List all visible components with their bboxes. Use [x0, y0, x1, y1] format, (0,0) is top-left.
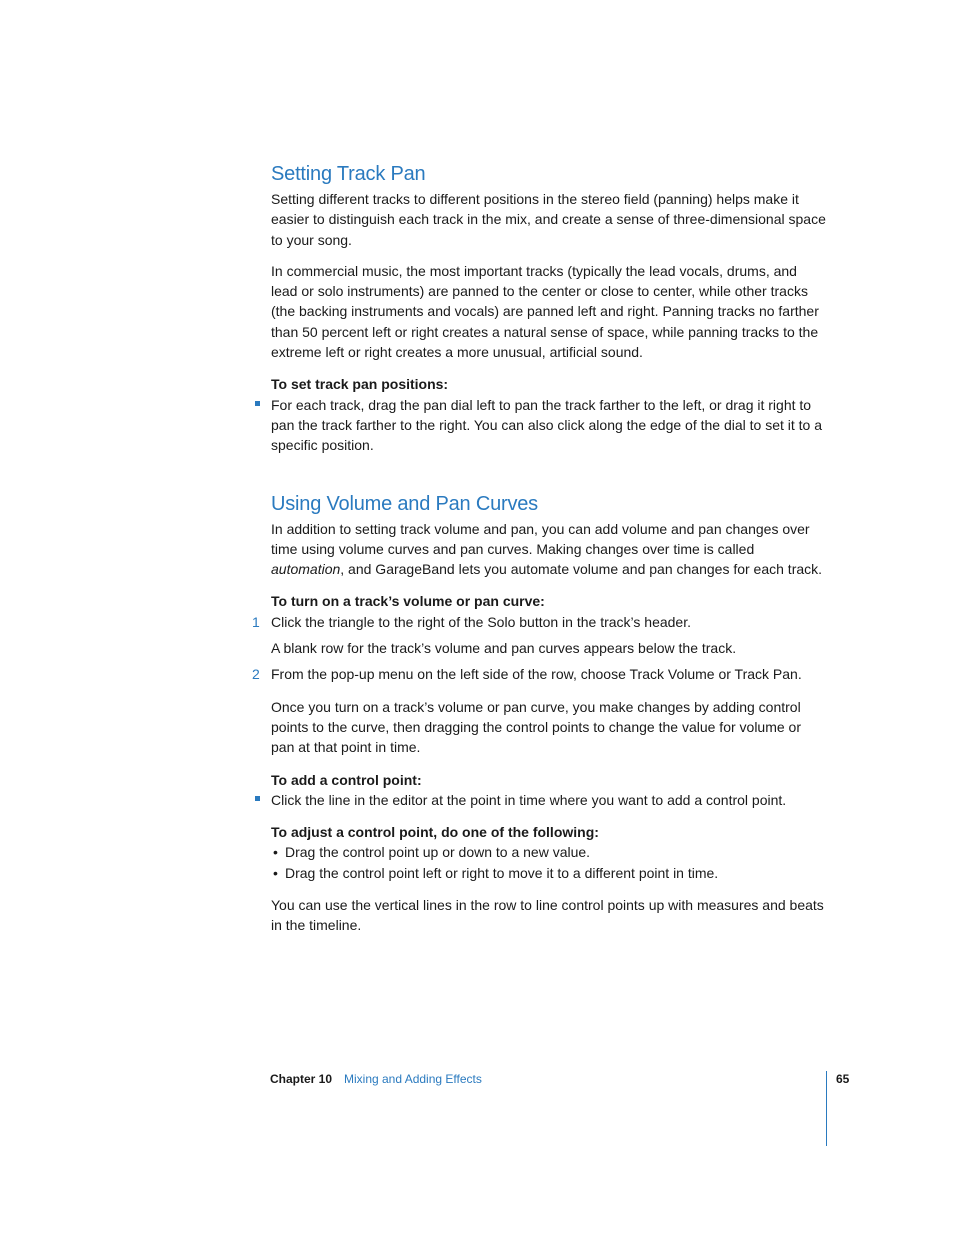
bullet-item — [271, 790, 827, 810]
step-result: A blank row for the track’s volume and pan curves appears below the track. — [271, 640, 737, 657]
bullet-text: For each track, drag the pan dial left to pan the track farther to the left, or drag it right to pan the track farther to the right. You can also click along the edge of the dial to set it to a specific position. — [271, 396, 823, 454]
step-text: From the pop-up menu on the left side of the row, choose Track Volume or Track Pan. — [271, 666, 802, 683]
intro-text: In addition to setting track volume and pan, you can add volume and pan changes over time using volume curves and pan curves. Making changes over time is called — [271, 520, 810, 557]
step-text: Click the triangle to the right of the Solo button in the track’s header. — [271, 613, 691, 630]
term-automation: automation — [271, 561, 341, 578]
paragraph: In commercial music, the most important tracks (typically the lead vocals, drums, and lead or solo instruments) are panned to the center or close to center, while other tracks (the backing instruments and vocals) are panned left and right. Panning tracks no farther than 50 percent left or right creates a natural sense of space, while panning tracks to the extreme left or right creates a more unusual, artificial sound. — [271, 262, 819, 361]
paragraph: Once you turn on a track’s volume or pan curve, you make changes by adding control points to the curve, then dragging the control points to change the value for volume or pan at that point in time. — [271, 698, 801, 756]
list-item — [271, 842, 827, 862]
page-number: 65 — [836, 1072, 850, 1086]
bullet-text: Click the line in the editor at the point in time where you want to add a control point. — [271, 791, 787, 808]
footer-chapter-label: Chapter 10 — [270, 1072, 333, 1086]
list-item — [271, 863, 827, 883]
dot-bullet-icon: • — [273, 864, 278, 881]
procedure-title: To turn on a track’s volume or pan curve: — [271, 593, 545, 610]
paragraph: Setting different tracks to different positions in the stereo field (panning) helps make it easier to distinguish each track in the mix, and create a sense of three-dimensional space to your song. — [271, 191, 826, 248]
procedure-title: To set track pan positions: — [271, 376, 449, 393]
paragraph: You can use the vertical lines in the row to line control points up with measures and beats in the timeline. — [271, 897, 824, 934]
footer-chapter-title: Mixing and Adding Effects — [344, 1072, 482, 1086]
square-bullet-icon — [255, 401, 260, 406]
footer-divider — [826, 1071, 827, 1146]
procedure-title: To adjust a control point, do one of the following: — [271, 824, 599, 841]
section-heading-volume-pan-curves: Using Volume and Pan Curves — [271, 492, 538, 515]
step-number: 1 — [252, 613, 260, 630]
section-heading-setting-track-pan: Setting Track Pan — [271, 163, 426, 185]
step-number: 2 — [252, 666, 260, 683]
square-bullet-icon — [255, 796, 260, 801]
numbered-step — [252, 664, 827, 684]
procedure-title: To add a control point: — [271, 771, 422, 788]
intro-text-end: , and GarageBand lets you automate volume and pan changes for each track. — [340, 561, 823, 578]
page-content — [252, 160, 827, 936]
dot-bullet-icon: • — [273, 844, 278, 861]
numbered-step — [252, 612, 827, 632]
paragraph — [271, 519, 827, 580]
bullet-item — [271, 395, 827, 456]
list-item-text: Drag the control point up or down to a new value. — [285, 844, 591, 861]
list-item-text: Drag the control point left or right to move it to a different point in time. — [285, 864, 719, 881]
